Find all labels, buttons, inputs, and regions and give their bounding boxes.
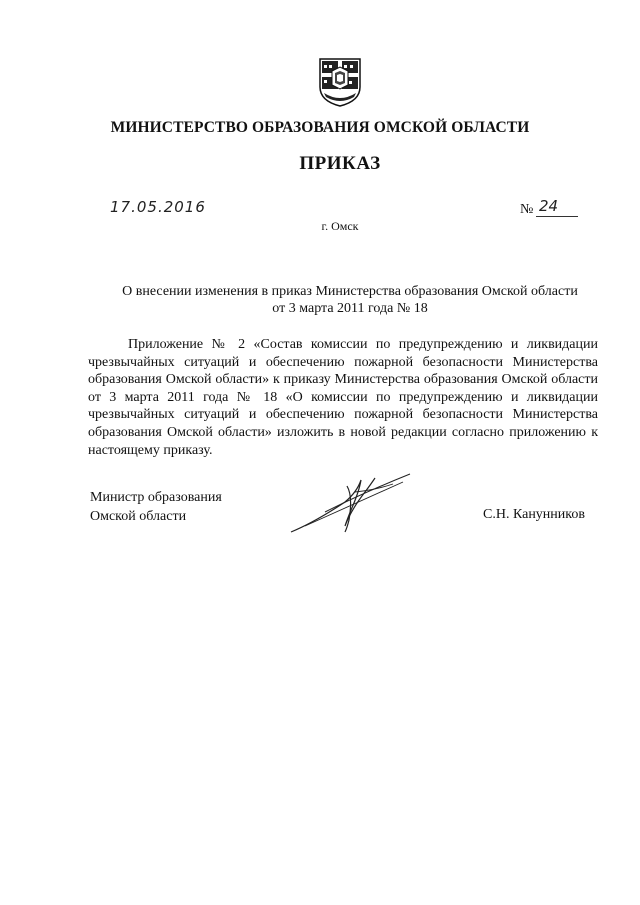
- subject-line-2: от 3 марта 2011 года № 18: [272, 301, 428, 316]
- order-date: 17.05.2016: [110, 198, 206, 216]
- signer-title-line-2: Омской области: [90, 509, 187, 524]
- ministry-name: МИНИСТЕРСТВО ОБРАЗОВАНИЯ ОМСКОЙ ОБЛАСТИ: [110, 119, 530, 136]
- coat-of-arms-icon: [318, 57, 362, 107]
- document-type: ПРИКАЗ: [299, 153, 381, 174]
- order-subject: [60, 283, 640, 317]
- signature: [285, 462, 415, 542]
- signer-title-line-1: Министр образования: [90, 490, 222, 505]
- number-underline: [536, 216, 578, 217]
- order-body: [88, 336, 598, 459]
- body-paragraph: Приложение № 2 «Состав комиссии по предупреждению и ликвидации чрезвычайных ситуаций и обеспечению пожарной безопасности Министерства образования Омской области» к приказу Министерства образования Омской области от 3 марта 2011 года № 18 «О комиссии по предупреждению и ликвидации чрезвычайных ситуаций и обеспечению пожарной безопасности Министерства образования Омской области» изложить в новой редакции согласно приложению к настоящему приказу.: [88, 337, 598, 458]
- order-number-label: №: [520, 202, 534, 217]
- signer-title: [90, 488, 222, 526]
- signer-name: С.Н. Канунников: [483, 507, 585, 522]
- city: г. Омск: [321, 219, 359, 233]
- subject-line-1: О внесении изменения в приказ Министерства образования Омской области: [122, 284, 578, 299]
- order-number: 24: [539, 197, 559, 215]
